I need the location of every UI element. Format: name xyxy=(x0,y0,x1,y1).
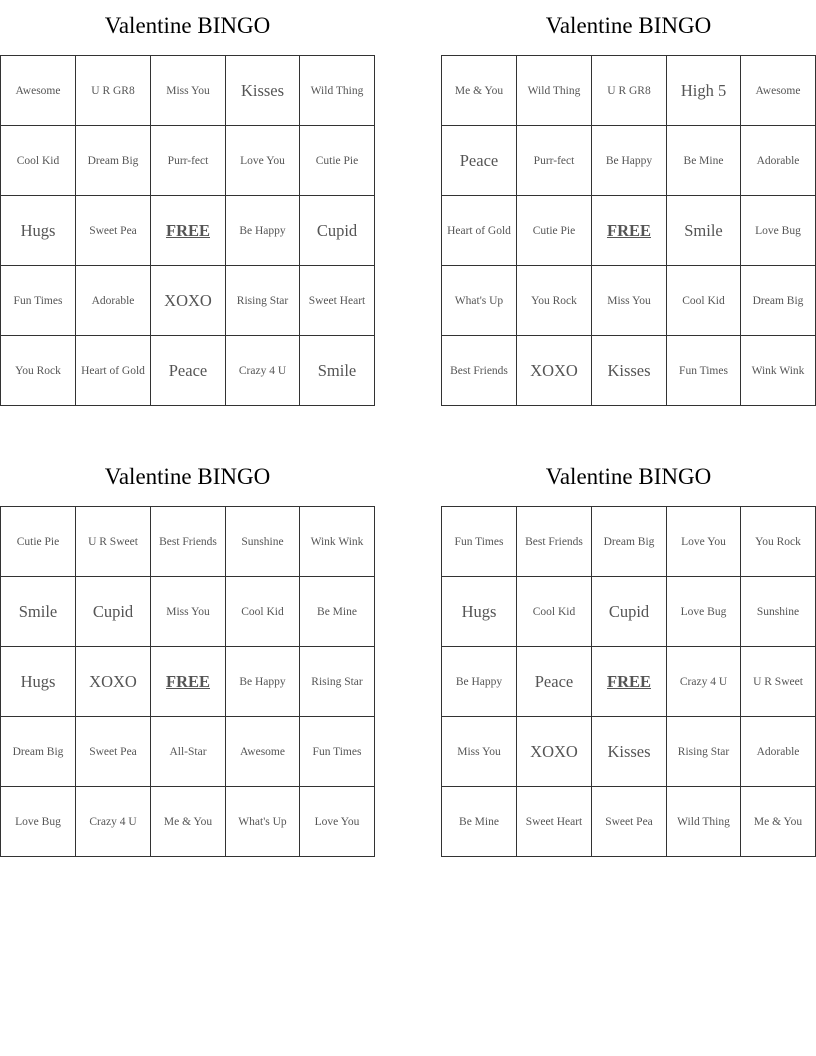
bingo-cell: Love You xyxy=(667,507,741,577)
card-title: Valentine BINGO xyxy=(104,464,271,489)
bingo-cell: U R Sweet xyxy=(741,647,816,717)
bingo-cell: Smile xyxy=(1,577,76,647)
bingo-cell: Awesome xyxy=(226,717,300,787)
bingo-cell: Purr-fect xyxy=(517,126,592,196)
bingo-cell: Sweet Heart xyxy=(300,266,375,336)
bingo-card-1 xyxy=(0,0,375,406)
bingo-cell: Love Bug xyxy=(667,577,741,647)
bingo-cell: Be Happy xyxy=(592,126,667,196)
bingo-cell: What's Up xyxy=(442,266,517,336)
bingo-cell: Wild Thing xyxy=(300,56,375,126)
bingo-cell: Be Happy xyxy=(226,647,300,717)
bingo-card-2 xyxy=(441,0,816,406)
bingo-cell: Fun Times xyxy=(300,717,375,787)
card-title: Valentine BINGO xyxy=(545,13,712,38)
bingo-cell: Adorable xyxy=(741,126,816,196)
bingo-cell: U R GR8 xyxy=(592,56,667,126)
bingo-cell: Heart of Gold xyxy=(442,196,517,266)
bingo-cell: Sweet Pea xyxy=(76,717,151,787)
bingo-cell: Sunshine xyxy=(741,577,816,647)
bingo-cell: Cool Kid xyxy=(517,577,592,647)
bingo-cell: Hugs xyxy=(1,647,76,717)
bingo-cell: Be Happy xyxy=(226,196,300,266)
bingo-cell: Sweet Pea xyxy=(76,196,151,266)
bingo-cell: Kisses xyxy=(592,717,667,787)
bingo-cell: Sunshine xyxy=(226,507,300,577)
bingo-cell: Miss You xyxy=(442,717,517,787)
bingo-cell: Cool Kid xyxy=(667,266,741,336)
bingo-cell: Love Bug xyxy=(741,196,816,266)
bingo-cell: Heart of Gold xyxy=(76,336,151,406)
bingo-cell: Miss You xyxy=(151,56,226,126)
bingo-cell: Dream Big xyxy=(76,126,151,196)
bingo-cell: Smile xyxy=(667,196,741,266)
bingo-cell: Cupid xyxy=(76,577,151,647)
free-space: FREE xyxy=(151,647,226,717)
bingo-grid xyxy=(441,506,816,857)
bingo-cell: Me & You xyxy=(151,787,226,857)
bingo-grid xyxy=(0,55,375,406)
bingo-cell: Be Mine xyxy=(667,126,741,196)
bingo-cell: Hugs xyxy=(442,577,517,647)
bingo-cell: Cutie Pie xyxy=(300,126,375,196)
bingo-cell: Be Happy xyxy=(442,647,517,717)
bingo-grid xyxy=(441,55,816,406)
bingo-cell: Peace xyxy=(517,647,592,717)
card-title: Valentine BINGO xyxy=(104,13,271,38)
bingo-cell: Sweet Heart xyxy=(517,787,592,857)
bingo-cell: Rising Star xyxy=(300,647,375,717)
bingo-cell: Dream Big xyxy=(592,507,667,577)
card-title: Valentine BINGO xyxy=(545,464,712,489)
bingo-cell: Hugs xyxy=(1,196,76,266)
bingo-cell: What's Up xyxy=(226,787,300,857)
bingo-cell: Miss You xyxy=(151,577,226,647)
bingo-cell: Be Mine xyxy=(442,787,517,857)
bingo-grid xyxy=(0,506,375,857)
bingo-cell: XOXO xyxy=(151,266,226,336)
bingo-cell: Cupid xyxy=(300,196,375,266)
bingo-cell: XOXO xyxy=(76,647,151,717)
bingo-cell: Fun Times xyxy=(442,507,517,577)
free-space: FREE xyxy=(592,196,667,266)
bingo-cell: High 5 xyxy=(667,56,741,126)
bingo-cell: Miss You xyxy=(592,266,667,336)
bingo-cell: Love Bug xyxy=(1,787,76,857)
bingo-cell: Wild Thing xyxy=(667,787,741,857)
bingo-cell: Dream Big xyxy=(1,717,76,787)
bingo-cell: U R GR8 xyxy=(76,56,151,126)
bingo-cell: You Rock xyxy=(517,266,592,336)
bingo-cell: You Rock xyxy=(1,336,76,406)
bingo-cell: XOXO xyxy=(517,336,592,406)
bingo-cell: Love You xyxy=(226,126,300,196)
bingo-cell: Me & You xyxy=(442,56,517,126)
bingo-cell: Crazy 4 U xyxy=(226,336,300,406)
bingo-cell: Adorable xyxy=(76,266,151,336)
bingo-cell: Cupid xyxy=(592,577,667,647)
bingo-cell: Crazy 4 U xyxy=(667,647,741,717)
bingo-cell: Fun Times xyxy=(1,266,76,336)
bingo-cell: Cutie Pie xyxy=(517,196,592,266)
bingo-cell: Cool Kid xyxy=(1,126,76,196)
bingo-cell: Smile xyxy=(300,336,375,406)
bingo-cell: Love You xyxy=(300,787,375,857)
bingo-cell: Best Friends xyxy=(517,507,592,577)
bingo-cell: Adorable xyxy=(741,717,816,787)
bingo-cell: Peace xyxy=(442,126,517,196)
bingo-cell: Sweet Pea xyxy=(592,787,667,857)
bingo-cell: Purr-fect xyxy=(151,126,226,196)
bingo-cell: Cutie Pie xyxy=(1,507,76,577)
bingo-cell: Be Mine xyxy=(300,577,375,647)
free-space: FREE xyxy=(592,647,667,717)
bingo-cell: Crazy 4 U xyxy=(76,787,151,857)
bingo-cell: U R Sweet xyxy=(76,507,151,577)
bingo-cell: Cool Kid xyxy=(226,577,300,647)
bingo-cell: Dream Big xyxy=(741,266,816,336)
bingo-card-4 xyxy=(441,451,816,857)
bingo-cell: Awesome xyxy=(741,56,816,126)
free-space: FREE xyxy=(151,196,226,266)
bingo-cell: Kisses xyxy=(226,56,300,126)
bingo-cell: Rising Star xyxy=(667,717,741,787)
bingo-cell: XOXO xyxy=(517,717,592,787)
bingo-cell: Wild Thing xyxy=(517,56,592,126)
bingo-cell: Rising Star xyxy=(226,266,300,336)
bingo-cell: Best Friends xyxy=(151,507,226,577)
bingo-cell: Fun Times xyxy=(667,336,741,406)
bingo-cell: All-Star xyxy=(151,717,226,787)
bingo-cell: Best Friends xyxy=(442,336,517,406)
bingo-cell: Awesome xyxy=(1,56,76,126)
bingo-cell: Wink Wink xyxy=(741,336,816,406)
bingo-cell: Me & You xyxy=(741,787,816,857)
bingo-cell: Peace xyxy=(151,336,226,406)
bingo-card-3 xyxy=(0,451,375,857)
bingo-cell: Kisses xyxy=(592,336,667,406)
bingo-cell: You Rock xyxy=(741,507,816,577)
bingo-cell: Wink Wink xyxy=(300,507,375,577)
